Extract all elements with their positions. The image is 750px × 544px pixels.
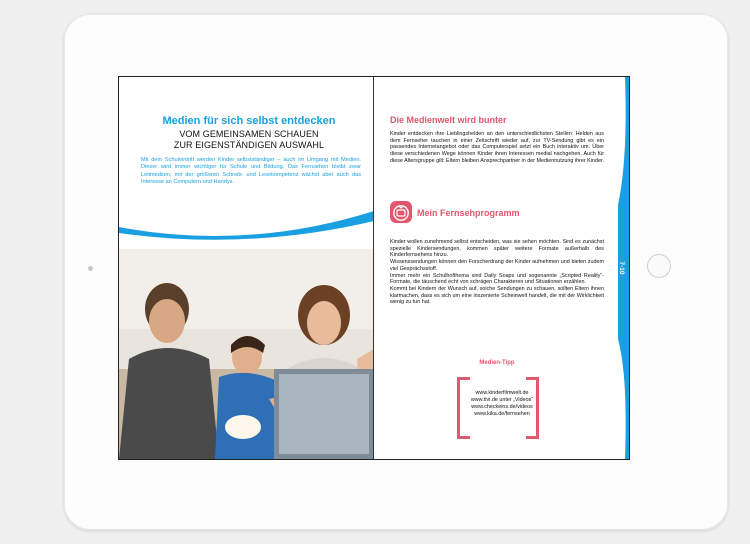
link-kinderfilmwelt[interactable]: www.kinderfilmwelt.de xyxy=(475,390,529,396)
media-tip-label: Medien-Tipp xyxy=(479,360,515,366)
left-page-subtitle-line1: VOM GEMEINSAMEN SCHAUEN xyxy=(179,129,319,139)
blue-swoosh-decoration xyxy=(119,205,374,251)
tv-program-heading: Mein Fernsehprogramm xyxy=(417,208,520,218)
right-page xyxy=(374,77,629,459)
paragraph-2-part-b: Wissenssendungen können den Forscherdrang der Kinder aufnehmen und bieten zudem viel Gesprächsstoff. xyxy=(390,259,604,272)
camera-dot xyxy=(88,266,93,271)
left-page xyxy=(119,77,374,459)
left-page-intro: Mit dem Schuleintritt werden Kinder selbstständiger – auch im Umgang mit Medien. Dieser wird immer wichtiger für Schule und Bildung. Das Fernsehen bleibt zwar Leitmedium, mit der größeren Schreib- und Lesekompetenz wächst aber auch das Interesse an Computern und Handys. xyxy=(141,157,361,186)
link-kika[interactable]: www.kika.de/fernsehen xyxy=(474,411,530,417)
book-spine xyxy=(373,77,374,459)
paragraph-2-part-a: Kinder wollen zunehmend selbst entscheiden, was sie sehen möchten. Sind es zunächst spezielle Kindersendungen, kommen später weitere Formate außerhalb des Kinderfernsehens hinzu. xyxy=(390,239,604,259)
left-page-title: Medien für sich selbst entdecken xyxy=(162,115,336,127)
right-page-paragraph-2 xyxy=(390,239,604,306)
right-page-heading: Die Medienwelt wird bunter xyxy=(390,115,507,125)
screen xyxy=(118,76,630,460)
home-button[interactable] xyxy=(647,254,671,278)
paragraph-2-part-d: Kommt bei Kindern der Wunsch auf, solche Sendungen zu schauen, sollten Eltern ihnen klarmachen, dass es sich um eine inszenierte Scheinwelt handelt, die mit der Wirklichkeit wenig zu tun hat. xyxy=(390,285,604,306)
tv-icon xyxy=(390,201,412,223)
media-tip-links xyxy=(462,390,542,418)
link-checkeins[interactable]: www.checkeins.de/videos xyxy=(471,404,533,410)
age-tab-label: 7-10 Jahre xyxy=(606,259,625,277)
family-photo xyxy=(119,249,374,459)
left-page-subtitle-line2: ZUR EIGENSTÄNDIGEN AUSWAHL xyxy=(173,140,325,150)
paragraph-2-part-c: Immer mehr ein Schulhofthema sind Daily Soaps und sogenannte „Scripted Reality“-Formate, die täuschend echt von schrägen Charakteren und Situationen erzählen. xyxy=(390,272,604,286)
link-tivi[interactable]: www.tivi.de unter „Videos“ xyxy=(470,397,534,403)
right-page-paragraph-1: Kinder entdecken ihre Lieblingshelden an den unterschiedlichsten Stellen: Helden aus dem Fernseher tauchen in einer Zeitschrift wieder auf, zur TV-Sendung gibt es ein passendes Internetangebot oder das Computerspiel setzt ein Buch interaktiv um. Über diese verschiedenen Wege können Kinder ihren Interessen medial nachgehen. Auch für diese Altersgruppe gilt: Eltern bleiben Ansprechpartner in der Mediennutzung ihrer Kinder. xyxy=(390,131,604,164)
